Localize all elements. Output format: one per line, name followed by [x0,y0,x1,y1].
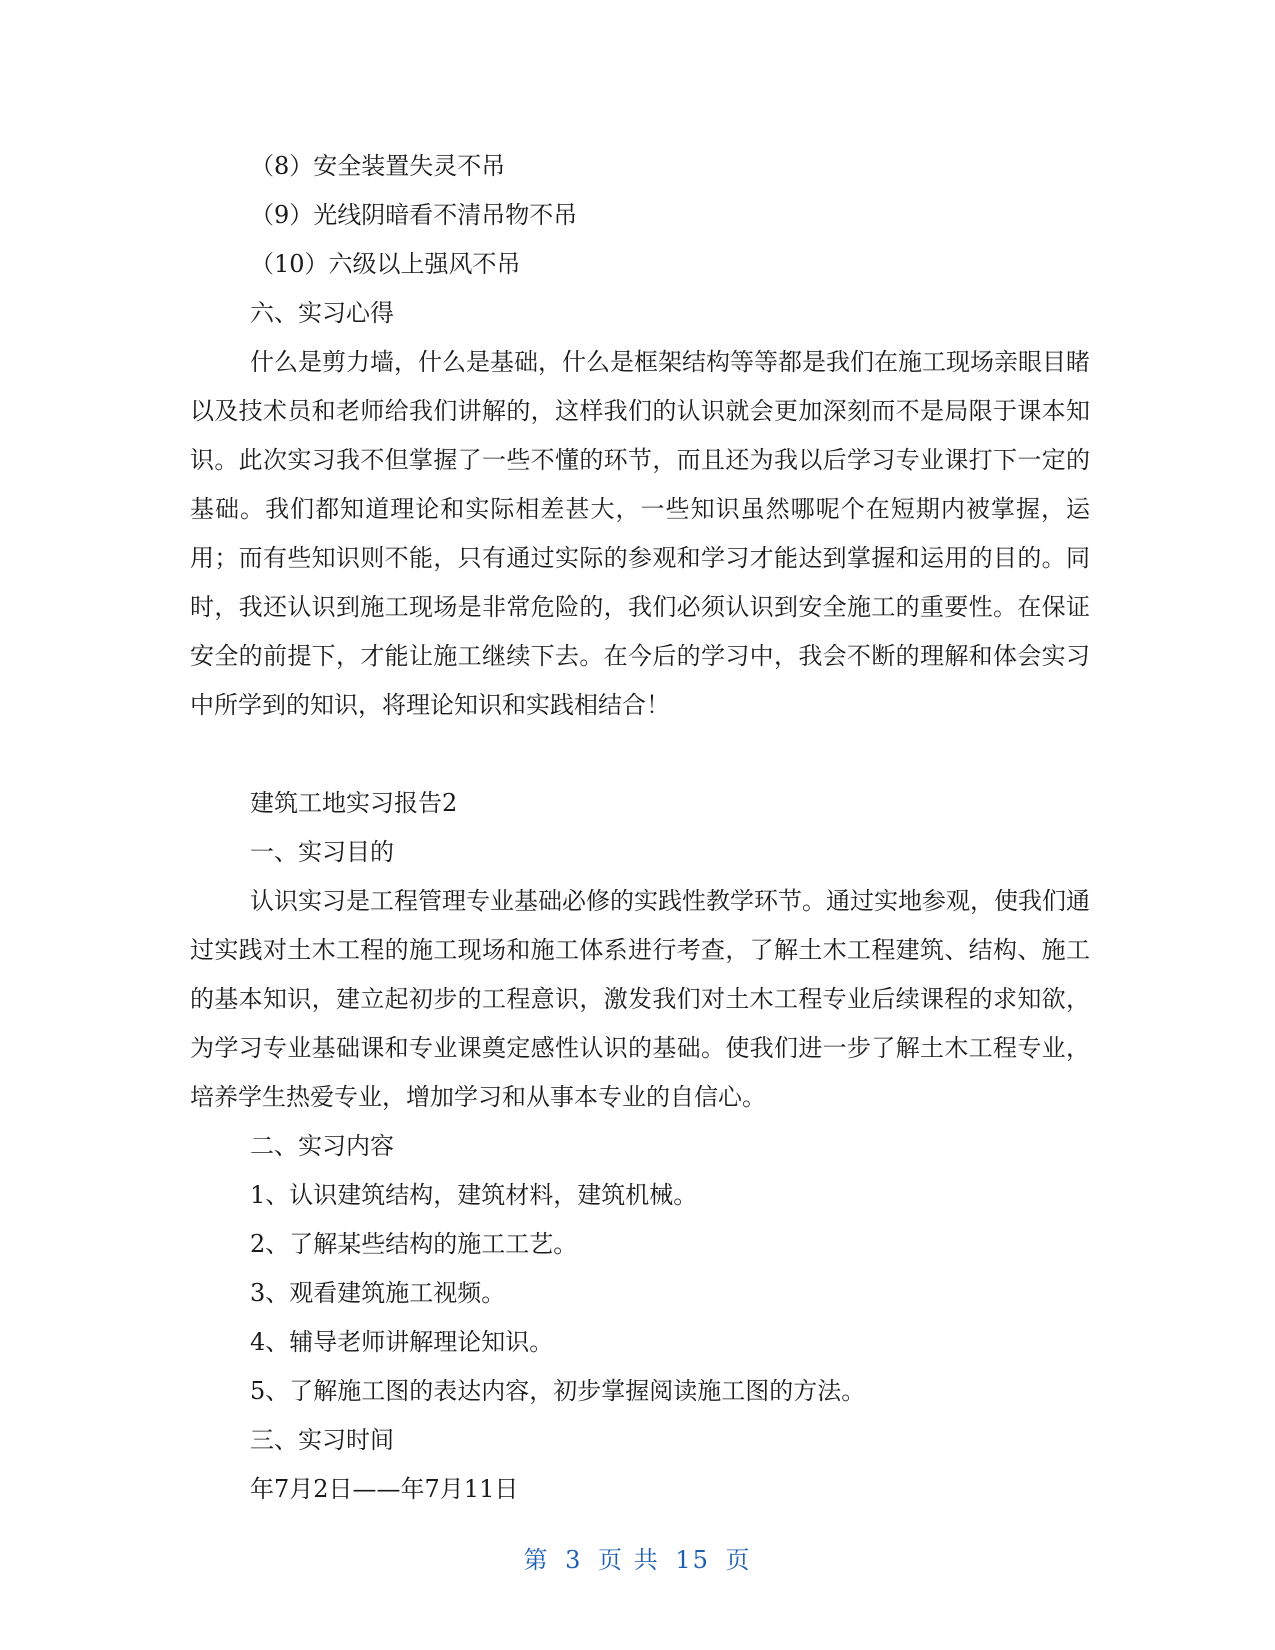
footer-total-word: 共 [633,1546,660,1574]
list-item: 3、观看建筑施工视频。 [250,1279,506,1307]
section-heading: 一、实习目的 [250,838,394,866]
paragraph: 什么是剪力墙，什么是基础，什么是框架结构等等都是我们在施工现场亲眼目睹以及技术员和老师给我们讲解的，这样我们的认识就会更加深刻而不是局限于课本知识。此次实习我不但掌握了一些不懂的环节，而且还为我以后学习专业课打下一定的基础。我们都知道理论和实际相差甚大，一些知识虽然哪呢个在短期内被掌握，运用；而有些知识则不能，只有通过实际的参观和学习才能达到掌握和运用的目的。同时，我还认识到施工现场是非常危险的，我们必须认识到安全施工的重要性。在保证安全的前提下，才能让施工继续下去。在今后的学习中，我会不断的理解和体会实习中所学到的知识，将理论知识和实践相结合！ [190,348,1090,719]
list-item: 1、认识建筑结构，建筑材料，建筑机械。 [250,1181,698,1209]
page-footer [0,1540,1275,1575]
total-pages: 15 [675,1546,710,1574]
page-number: 3 [565,1546,583,1574]
list-item: 4、辅导老师讲解理论知识。 [250,1328,554,1356]
list-item: 5、了解施工图的表达内容，初步掌握阅读施工图的方法。 [250,1377,866,1405]
footer-suffix: 页 [725,1546,752,1574]
footer-page-word: 页 [598,1546,625,1574]
section-heading: 三、实习时间 [250,1426,394,1454]
date-line: 年7月2日——年7月11日 [250,1475,519,1503]
section-title: 建筑工地实习报告2 [250,789,458,817]
list-item: （8）安全装置失灵不吊 [250,152,506,180]
list-item: （9）光线阴暗看不清吊物不吊 [250,201,578,229]
section-heading: 六、实习心得 [250,299,394,327]
section-heading: 二、实习内容 [250,1132,394,1160]
document-body [190,142,1090,1514]
spacer [190,730,1090,779]
list-item: （10）六级以上强风不吊 [250,250,521,278]
paragraph: 认识实习是工程管理专业基础必修的实践性教学环节。通过实地参观，使我们通过实践对土木工程的施工现场和施工体系进行考查，了解土木工程建筑、结构、施工的基本知识，建立起初步的工程意识，激发我们对土木工程专业后续课程的求知欲，为学习专业基础课和专业课奠定感性认识的基础。使我们进一步了解土木工程专业，培养学生热爱专业，增加学习和从事本专业的自信心。 [190,887,1090,1111]
footer-prefix: 第 [523,1546,550,1574]
list-item: 2、了解某些结构的施工工艺。 [250,1230,578,1258]
